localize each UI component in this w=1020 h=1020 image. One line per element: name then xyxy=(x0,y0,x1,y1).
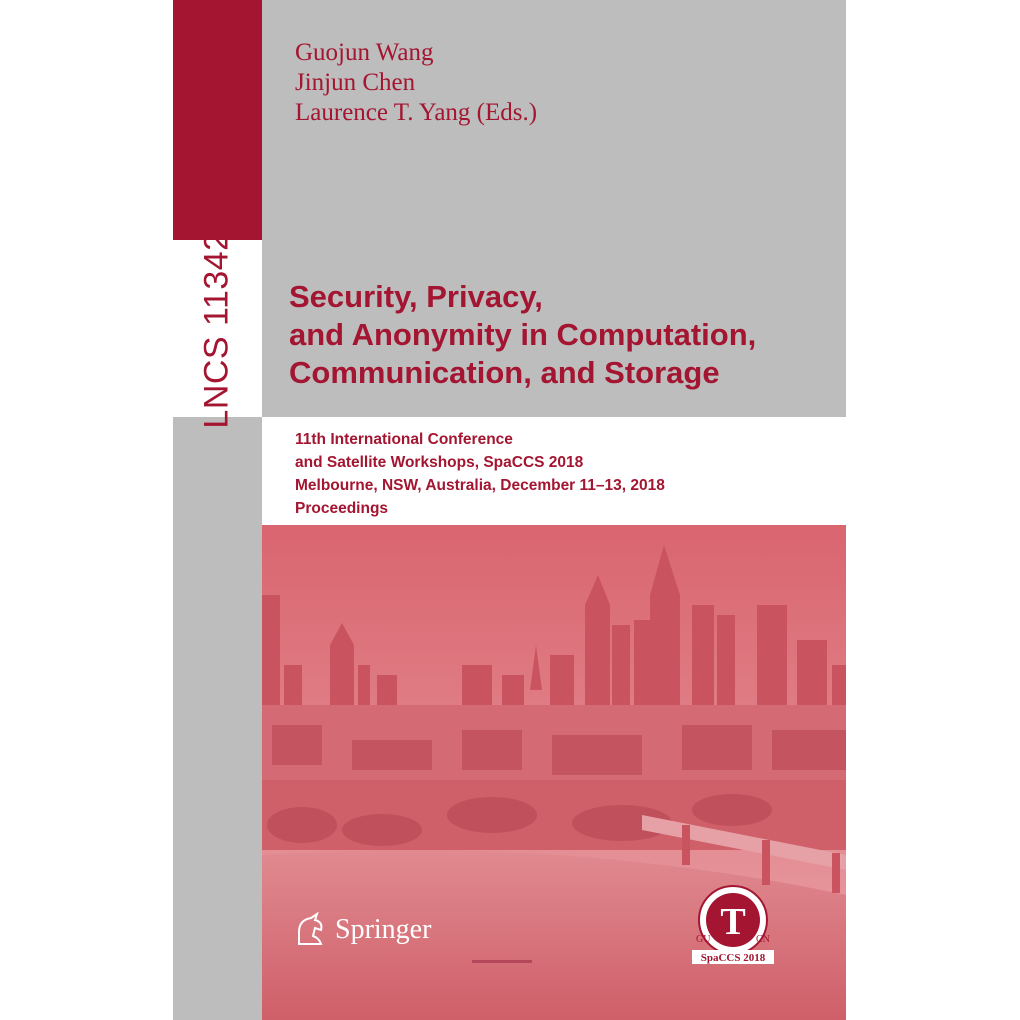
logo-left-text: GU xyxy=(696,934,711,945)
editor-name: Laurence T. Yang (Eds.) xyxy=(295,99,538,126)
publisher-logo xyxy=(291,912,431,948)
series-label: LNCS 11342 xyxy=(197,231,236,429)
subtitle-line: Proceedings xyxy=(295,500,389,517)
publisher-name: Springer xyxy=(335,914,432,945)
book-title xyxy=(289,278,756,392)
logo-center-letter: T xyxy=(720,901,746,943)
editors-list xyxy=(295,38,537,128)
editor-name: Jinjun Chen xyxy=(295,69,416,96)
subtitle-line: and Satellite Workshops, SpaCCS 2018 xyxy=(295,454,584,471)
book-cover xyxy=(173,0,846,1020)
title-line: Security, Privacy, xyxy=(289,279,543,314)
subtitle-line: Melbourne, NSW, Australia, December 11–13, 2018 xyxy=(295,477,665,494)
springer-horse-icon xyxy=(291,912,329,948)
logo-right-text: CN xyxy=(756,934,770,945)
title-line: and Anonymity in Computation, xyxy=(289,317,757,352)
logo-bottom-text: SpaCCS 2018 xyxy=(700,952,766,964)
spine-red-block xyxy=(173,0,262,240)
title-line: Communication, and Storage xyxy=(289,355,720,390)
subtitle-line: 11th International Conference xyxy=(295,431,513,448)
conference-logo xyxy=(688,880,778,970)
editor-name: Guojun Wang xyxy=(295,39,434,66)
book-subtitle xyxy=(295,428,665,520)
